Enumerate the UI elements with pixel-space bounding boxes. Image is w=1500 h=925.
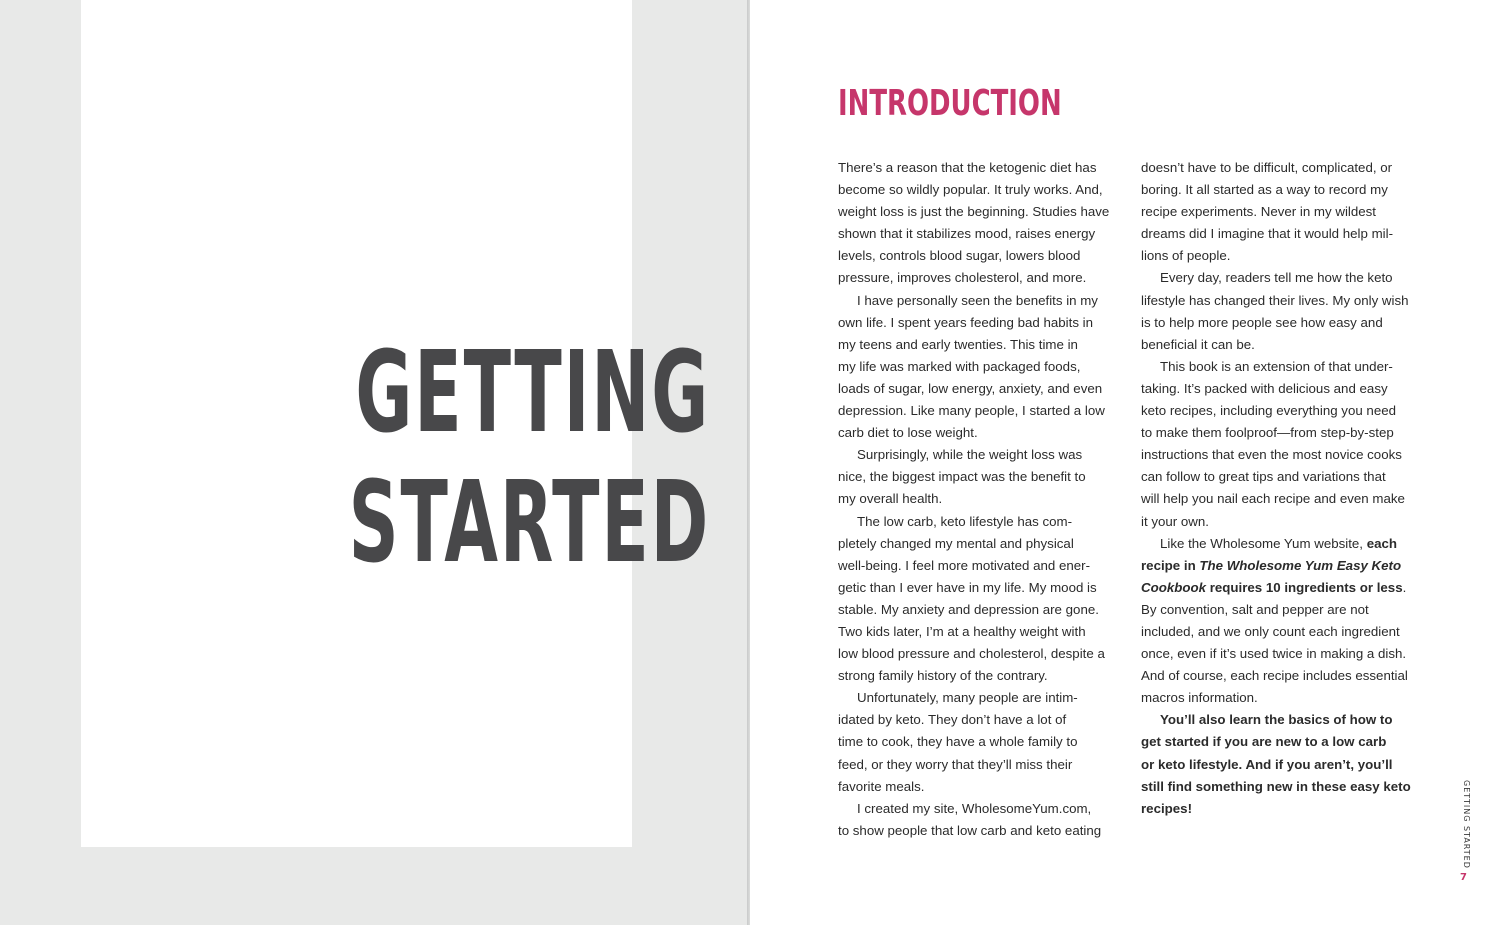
text-column-right [1141,157,1433,820]
text-line: pletely changed my mental and physical [838,535,1074,551]
text-line: carb diet to lose weight. [838,425,978,441]
text-line: I have personally seen the benefits in my [857,292,1098,308]
chapter-title-line-2: STARTED [348,458,710,588]
text-line: still find something new in these easy keto [1141,778,1411,794]
text-line: my life was marked with packaged foods, [838,358,1081,374]
text-line: time to cook, they have a whole family to [838,734,1078,750]
text-line: I created my site, WholesomeYum.com, [857,800,1092,816]
text-line: beneficial it can be. [1141,336,1255,352]
text-line: levels, controls blood sugar, lowers blood [838,248,1081,264]
text-line: own life. I spent years feeding bad habits in [838,314,1094,330]
text-line: to make them foolproof—from step-by-step [1141,425,1394,441]
paragraph [1141,157,1433,267]
text-line: loads of sugar, low energy, anxiety, and even [838,380,1103,396]
paragraph [838,687,1128,797]
text-line: idated by keto. They don’t have a lot of [838,712,1067,728]
wholesome-line3-plain: . [1402,579,1407,595]
text-line: included, and we only count each ingredient [1141,623,1400,639]
chapter-title-line-1: GETTING [355,328,710,458]
paragraph-wholesome-yum [1141,533,1433,710]
text-line: lions of people. [1141,248,1231,264]
text-line: doesn’t have to be difficult, complicated, or [1141,160,1393,175]
text-line: once, even if it’s used twice in making a dish. [1141,646,1407,662]
text-line: You’ll also learn the basics of how to [1160,712,1393,728]
text-line: pressure, improves cholesterol, and more. [838,270,1087,286]
text-line: There’s a reason that the ketogenic diet has [838,160,1097,175]
text-line: will help you nail each recipe and even make [1141,491,1405,507]
book-title-italic: The Wholesome Yum Easy Keto [1199,557,1402,573]
text-line: instructions that even the most novice cooks [1141,447,1402,463]
text-line: recipes! [1141,800,1192,816]
text-line: This book is an extension of that under- [1160,358,1393,374]
text-line: get started if you are new to a low carb [1141,734,1387,750]
text-line: Two kids later, I’m at a healthy weight with [838,623,1086,639]
paragraph-closing [1141,709,1433,819]
text-line: boring. It all started as a way to record my [1141,182,1388,198]
wholesome-line2-bold: recipe in [1141,557,1200,573]
wholesome-rest-lines [1141,599,1433,709]
text-line: weight loss is just the beginning. Studies have [838,204,1110,220]
text-line: it your own. [1141,513,1209,529]
text-line: macros information. [1141,690,1258,706]
text-line: my overall health. [838,491,943,507]
paragraph [838,157,1128,290]
text-line: or keto lifestyle. And if you aren’t, you’ll [1141,756,1393,772]
text-column-left [838,157,1128,842]
text-line: favorite meals. [838,778,925,794]
text-line: is to help more people see how easy and [1141,314,1383,330]
section-heading: INTRODUCTION [838,83,1062,124]
paragraph [838,511,1128,688]
text-line: By convention, salt and pepper are not [1141,601,1369,617]
wholesome-line3-bold: requires 10 ingredients or less [1206,579,1403,595]
text-line: taking. It’s packed with delicious and easy [1141,380,1388,396]
wholesome-line1-bold: each [1366,535,1398,551]
text-line: And of course, each recipe includes essential [1141,668,1408,684]
text-line: feed, or they worry that they’ll miss their [838,756,1073,772]
text-line: lifestyle has changed their lives. My only wish [1141,292,1409,308]
text-line: Unfortunately, many people are intim- [857,690,1078,706]
text-line: my teens and early twenties. This time in [838,336,1078,352]
paragraph [838,798,1128,842]
text-line: well-being. I feel more motivated and ener- [838,557,1091,573]
text-line: The low carb, keto lifestyle has com- [857,513,1073,529]
chapter-title [127,328,710,588]
text-line: nice, the biggest impact was the benefit to [838,469,1086,485]
text-line: shown that it stabilizes mood, raises energy [838,226,1096,242]
right-column-paragraphs [1141,157,1433,533]
text-line: strong family history of the contrary. [838,668,1048,684]
paragraph [1141,356,1433,533]
text-line: Surprisingly, while the weight loss was [857,447,1083,463]
text-line: can follow to great tips and variations that [1141,469,1386,485]
right-page [750,0,1500,925]
running-head: GETTING STARTED [1462,780,1471,869]
text-line: stable. My anxiety and depression are gone. [838,601,1099,617]
text-line: keto recipes, including everything you need [1141,403,1397,419]
text-line: recipe experiments. Never in my wildest [1141,204,1376,220]
text-line: Every day, readers tell me how the keto [1160,270,1393,286]
text-line: become so wildly popular. It truly works. And, [838,182,1103,198]
text-line: low blood pressure and cholesterol, despite a [838,646,1105,662]
text-line: getic than I ever have in my life. My mood is [838,579,1097,595]
paragraph [1141,267,1433,355]
paragraph [838,444,1128,510]
book-title-italic-end: Cookbook [1141,579,1207,595]
page-number: 7 [1460,872,1467,883]
wholesome-line1-plain: Like the Wholesome Yum website, [1160,535,1367,551]
text-line: dreams did I imagine that it would help mil- [1141,226,1394,242]
text-line: depression. Like many people, I started a low [838,403,1105,419]
paragraph [838,290,1128,445]
text-line: to show people that low carb and keto eating [838,822,1102,838]
